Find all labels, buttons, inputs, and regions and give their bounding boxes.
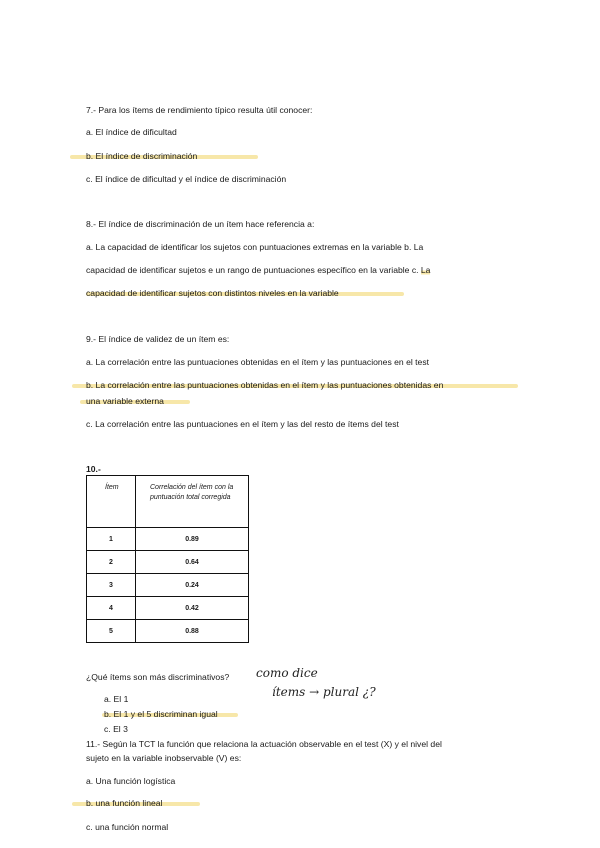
q11-option-b: b. una función lineal [86,798,163,808]
q10-option-c: c. El 3 [104,724,128,734]
q7-option-a: a. El índice de dificultad [86,127,177,137]
q9-option-c: c. La correlación entre las puntuaciones en el ítem y las del resto de ítems del test [86,419,399,429]
table-cell-item: 2 [87,551,136,574]
table-cell-value: 0.64 [136,551,249,574]
table-row [87,551,249,574]
q9-option-b-line-1: b. La correlación entre las puntuaciones obtenidas en el ítem y las puntuaciones obtenidas en [86,380,444,390]
table-row [87,528,249,551]
q8-line-2-highlighted: La [420,265,431,275]
handwritten-note-1: como dice [256,666,318,680]
table-header-item: Ítem [87,476,136,528]
table-cell-item: 1 [87,528,136,551]
q7-option-c: c. El índice de dificultad y el índice de discriminación [86,174,287,184]
q9-question: 9.- El índice de validez de un ítem es: [86,334,230,344]
q8-line-2 [86,265,430,276]
table-header-correlation: Correlación del ítem con la puntuación total corregida [136,476,249,528]
table-cell-value: 0.88 [136,620,249,643]
table-row [87,597,249,620]
table-cell-item: 4 [87,597,136,620]
q8-line-2-plain: capacidad de identificar sujetos e un rango de puntuaciones específico en la variable c. [86,265,419,275]
q8-line-3: capacidad de identificar sujetos con distintos niveles en la variable [86,288,339,298]
q8-line-1: a. La capacidad de identificar los sujetos con puntuaciones extremas en la variable b. La [86,242,424,252]
q10-option-a: a. El 1 [104,694,129,704]
table-cell-value: 0.24 [136,574,249,597]
q9-option-a: a. La correlación entre las puntuaciones obtenidas en el ítem y las puntuaciones en el test [86,357,430,367]
table-cell-value: 0.89 [136,528,249,551]
q11-question-line-1: 11.- Según la TCT la función que relaciona la actuación observable en el test (X) y el nivel del [86,739,442,749]
handwritten-note-2: ítems → plural ¿? [272,685,376,699]
q7-option-b: b. El índice de discriminación [86,151,198,161]
table-row [87,574,249,597]
q11-question-line-2: sujeto en la variable inobservable (V) es: [86,753,242,763]
table-cell-item: 3 [87,574,136,597]
q8-question: 8.- El índice de discriminación de un ítem hace referencia a: [86,219,315,229]
q11-option-a: a. Una función logística [86,776,176,786]
q10-option-b: b. El 1 y el 5 discriminan igual [104,709,218,719]
q11-option-c: c. una función normal [86,822,169,832]
table-row [87,620,249,643]
item-correlation-table [86,475,249,643]
q7-question: 7.- Para los ítems de rendimiento típico resulta útil conocer: [86,105,313,115]
q10-question: ¿Qué ítems son más discriminativos? [86,672,230,682]
table-header-row [87,476,249,528]
table-cell-item: 5 [87,620,136,643]
q10-number: 10.- [86,464,101,474]
table-cell-value: 0.42 [136,597,249,620]
q9-option-b-line-2: una variable externa [86,396,164,406]
